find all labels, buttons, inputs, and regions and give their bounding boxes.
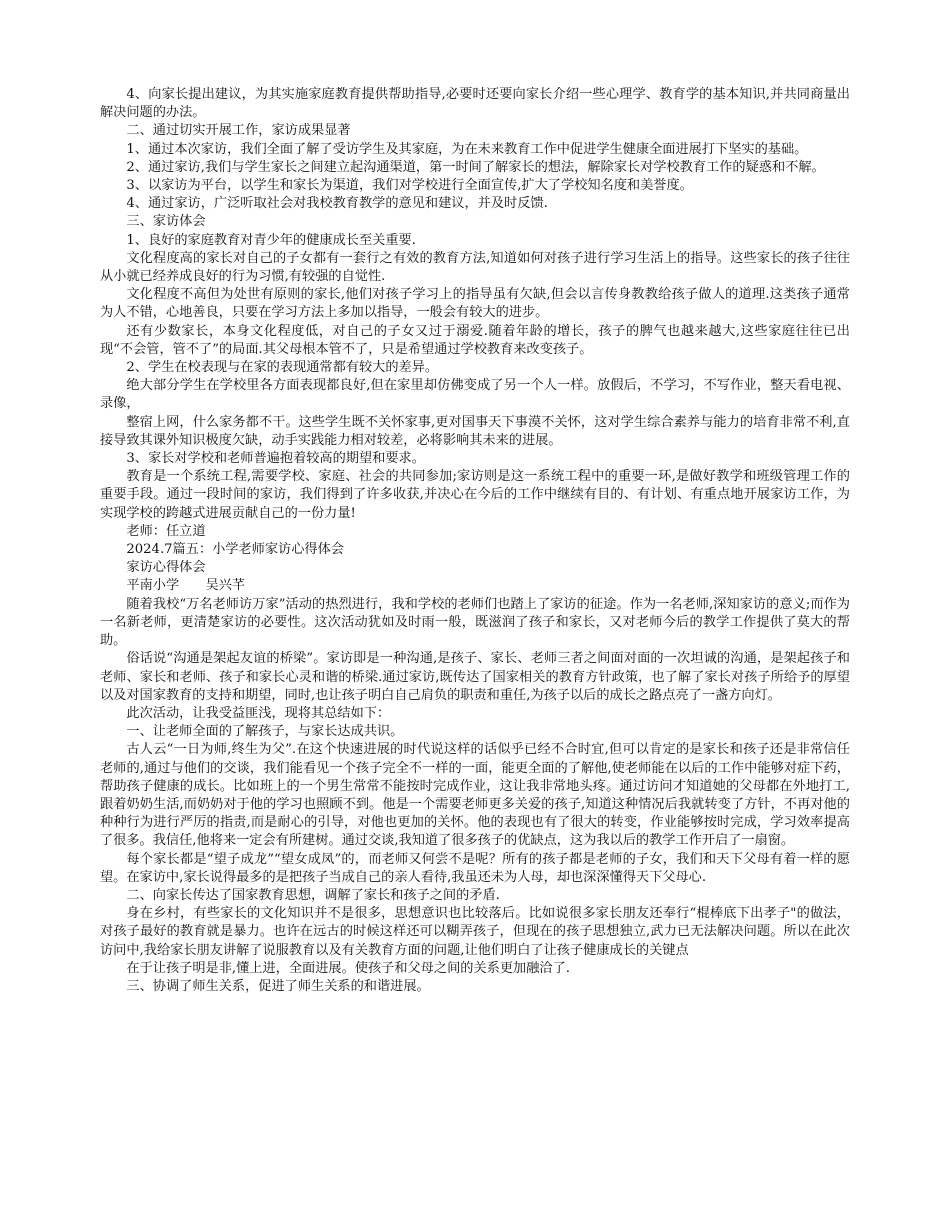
paragraph: 还有少数家长，本身文化程度低，对自己的子女又过于溺爱.随着年龄的增长，孩子的脾气也越来越大,这些家庭往往已出现“不会管，管不了”的局面.其父母根本管不了，只是希望通过学校教育来改变孩子。 xyxy=(100,323,850,357)
paragraph: 2、通过家访,我们与学生家长之间建立起沟通渠道，第一时间了解家长的想法，解除家长对学校教育工作的疑惑和不解。 xyxy=(126,159,825,175)
paragraph: 1、通过本次家访，我们全面了解了受访学生及其家庭，为在未来教育工作中促进学生健康全面进展打下坚实的基础。 xyxy=(126,141,808,157)
paragraph: 4、通过家访，广泛听取社会对我校教育教学的意见和建议，并及时反馈. xyxy=(126,196,548,212)
paragraph: 每个家长都是“望子成龙”“望女成凤”的，而老师又何尝不是呢？所有的孩子都是老师的子女，我们和天下父母有着一样的愿望。在家访中,家长说得最多的是把孩子当成自己的亲人看待,我虽还未为人母，却也深深懂得天下父母心. xyxy=(100,851,850,885)
article-title: 2024.7篇五：小学老师家访心得体会 xyxy=(126,542,344,558)
paragraph: 整宿上网，什么家务都不干。这些学生既不关怀家事,更对国事天下事漠不关怀，这对学生综合素养与能力的培育非常不利,直接导致其课外知识极度欠缺，动手实践能力相对较差，必将影响其未来的进展。 xyxy=(100,414,850,448)
paragraph: 文化程度高的家长对自己的子女都有一套行之有效的教育方法,知道如何对孩子进行学习生活上的指导。这些家长的孩子往往从小就已经养成良好的行为习惯,有较强的自觉性. xyxy=(100,250,850,285)
paragraph: 古人云“一日为师,终生为父”.在这个快速进展的时代说这样的话似乎已经不合时宜,但可以肯定的是家长和孩子还是非常信任老师的,通过与他们的交谈，我们能看见一个孩子完全不一样的一面，能更全面的了解他,使老师能在以后的工作中能够对症下药，帮助孩子健康的成长。比如班上的一个男生常常不能按时完成作业，这让我非常地头疼。通过访问才知道她的父母都在外地打工,跟着奶奶生活,而奶奶对于他的学习也照顾不到。他是一个需要老师更多关爱的孩子,知道这种情况后我就转变了方针，不再对他的种种行为进行严厉的指责,而是耐心的引导，对他也更加的关怀。他的表现也有了很大的转变，作业能够按时完成，学习效率提高了很多。我信任,他将来一定会有所建树。通过交谈,我知道了很多孩子的优缺点，这为我以后的教学工作开启了一扇窗。 xyxy=(100,742,850,849)
paragraph: 俗话说“沟通是架起友谊的桥梁”。家访即是一种沟通,是孩子、家长、老师三者之间面对面的一次坦诚的沟通，是架起孩子和老师、家长和老师、孩子和家长心灵和谐的桥梁.通过家访,既传达了国家相关的教育方针政策，也了解了家长对孩子所给予的厚望以及对国家教育的支持和期望，同时,也让孩子明白自己肩负的职责和重任,为孩子以后的成长之路点亮了一盏方向灯。 xyxy=(100,651,850,703)
paragraph: 随着我校“万名老师访万家”活动的热烈进行，我和学校的老师们也踏上了家访的征途。作为一名老师,深知家访的意义;而作为一名新老师，更清楚家访的必要性。这次活动犹如及时雨一般，既滋润了孩子和家长，又对老师今后的教学工作提供了莫大的帮助。 xyxy=(100,596,850,649)
paragraph: 绝大部分学生在学校里各方面表现都良好,但在家里却仿佛变成了另一个人一样。放假后，不学习，不写作业，整天看电视、录像， xyxy=(100,378,850,412)
subheading: 3、家长对学校和老师普遍抱着较高的期望和要求。 xyxy=(126,451,425,467)
paragraph: 3、以家访为平台，以学生和家长为渠道，我们对学校进行全面宣传,扩大了学校知名度和美誉度。 xyxy=(126,178,693,194)
paragraph: 4、向家长提出建议，为其实施家庭教育提供帮助指导,必要时还要向家长介绍一些心理学、教育学的基本知识,并共同商量出解决问题的办法。 xyxy=(100,87,850,121)
section-heading: 三、家访体会 xyxy=(126,214,206,230)
section-heading: 二、向家长传达了国家教育思想，调解了家长和孩子之间的矛盾. xyxy=(126,887,500,903)
article-subtitle: 家访心得体会 xyxy=(126,560,206,576)
paragraph: 此次活动，让我受益匪浅，现将其总结如下： xyxy=(126,705,391,721)
author-school-line: 平南小学 吴兴芊 xyxy=(126,578,246,594)
section-heading: 二、通过切实开展工作，家访成果显著 xyxy=(126,123,351,139)
author-line: 老师：任立道 xyxy=(126,523,206,539)
paragraph: 教育是一个系统工程,需要学校、家庭、社会的共同参加;家访则是这一系统工程中的重要一环,是做好教学和班级管理工作的重要手段。通过一段时间的家访，我们得到了许多收获,并决心在今后的工作中继续有目的、有计划、有重点地开展家访工作，为实现学校的跨越式进展贡献自己的一份力量! xyxy=(100,469,850,521)
subheading: 2、学生在校表现与在家的表现通常都有较大的差异。 xyxy=(126,360,439,376)
section-heading: 三、协调了师生关系，促进了师生关系的和谐进展。 xyxy=(126,978,430,994)
paragraph: 身在乡村，有些家长的文化知识并不是很多，思想意识也比较落后。比如说很多家长朋友还奉行“棍棒底下出孝子"的做法，对孩子最好的教育就是暴力。也许在远古的时候这样还可以糊弄孩子，但现在的孩子思想独立,武力已无法解决问题。所以在此次访问中,我给家长朋友讲解了说服教育以及有关教育方面的问题,让他们明白了让孩子健康成长的关键点 xyxy=(100,906,850,958)
paragraph: 在于让孩子明是非,懂上进，全面进展。使孩子和父母之间的关系更加融洽了. xyxy=(126,960,570,976)
section-heading: 一、让老师全面的了解孩子，与家长达成共识。 xyxy=(126,724,404,740)
paragraph: 文化程度不高但为处世有原则的家长,他们对孩子学习上的指导虽有欠缺,但会以言传身教教给孩子做人的道理.这类孩子通常为人不错，心地善良，只要在学习方法上多加以指导，一般会有较大的进步。 xyxy=(100,287,850,321)
subheading: 1、良好的家庭教育对青少年的健康成长至关重要. xyxy=(126,232,416,248)
